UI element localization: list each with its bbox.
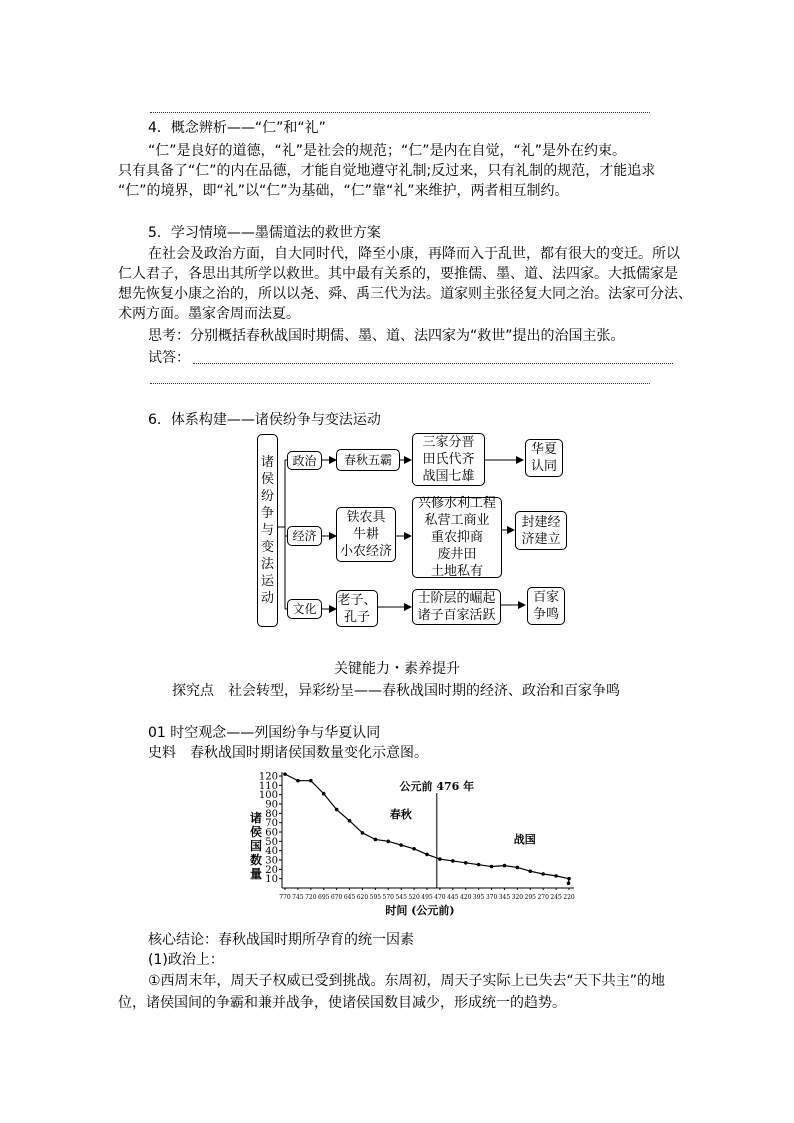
economy-box [287, 526, 322, 546]
x-tick-label: 695 [318, 894, 330, 901]
x-tick-label: 620 [356, 894, 369, 901]
culture-result: 争鸣 [532, 607, 559, 622]
root-char: 纷 [260, 489, 274, 504]
data-point [567, 877, 571, 881]
culture-step1-box [336, 590, 378, 627]
y-tick-label: 60 [265, 827, 278, 839]
conclusion-line1: ①西周末年，周天子权威已受到挑战。东周初，周天子实际上已失去“天下共主”的地 [148, 973, 666, 989]
data-point [438, 857, 442, 861]
diagram-root-box [257, 434, 278, 627]
y-tick-label: 90 [265, 799, 278, 811]
culture-step2-box [412, 589, 501, 625]
economy-step1-item: 小农经济 [339, 544, 392, 559]
x-tick-label: 320 [511, 894, 524, 901]
section4-heading: 4．概念辨析——“仁”和“礼” [148, 120, 326, 136]
y-tick-label: 110 [258, 780, 278, 792]
x-tick-label: 770 [279, 894, 291, 901]
economy-step1-item: 牛耕 [352, 527, 379, 542]
politics-step2-item: 三家分晋 [422, 435, 475, 450]
y-axis-label-char: 侯 [249, 825, 263, 839]
x-tick-label: 420 [460, 894, 472, 901]
data-point [322, 792, 326, 796]
politics-result: 华夏 [530, 442, 557, 457]
data-point [503, 864, 507, 868]
data-point [335, 808, 339, 812]
culture-step1-item: 老子、 [337, 592, 377, 608]
section4-line1: “仁”是良好的道德，“礼”是社会的规范；“仁”是内在自觉，“礼”是外在约束。 [148, 143, 627, 159]
conclusion-line2: 位，诸侯国间的争霸和兼并战争，使诸侯国数目减少，形成统一的趋势。 [118, 995, 566, 1011]
state-count-chart [240, 768, 580, 928]
data-point [477, 863, 481, 867]
section5-line4: 术两方面。墨家舍周而法夏。 [118, 306, 300, 322]
culture-label: 文化 [292, 602, 317, 616]
data-point [348, 819, 352, 823]
root-char: 变 [260, 540, 274, 555]
culture-step1-item: 孔子 [343, 609, 370, 625]
data-point [516, 866, 520, 870]
culture-step2-item: 士阶层的崛起 [417, 591, 496, 606]
data-point [399, 843, 403, 847]
economy-step2-box [412, 497, 502, 578]
section5-line2: 仁人君子，各思出其所学以救世。其中最有关系的，要推儒、墨、道、法四家。大抵儒家是 [118, 266, 678, 282]
data-point [296, 779, 300, 783]
culture-box [287, 599, 322, 619]
y-tick-label: 10 [265, 874, 278, 886]
economy-result: 封建经 [521, 514, 561, 530]
root-char: 争 [260, 506, 274, 521]
conclusion-sub: (1)政治上： [148, 952, 224, 968]
root-char: 法 [260, 557, 274, 572]
culture-result: 百家 [532, 590, 559, 605]
x-tick-label: 745 [292, 894, 304, 901]
x-tick-label: 720 [305, 894, 317, 901]
politics-label: 政治 [292, 453, 317, 468]
economy-step2-item: 兴修水利工程 [417, 496, 496, 511]
economy-step2-item: 重农抑商 [430, 530, 483, 545]
economy-step2-item: 私营工商业 [424, 513, 490, 528]
section5-answer-label: 试答： [148, 350, 190, 366]
politics-step2-box [412, 433, 485, 486]
y-tick-label: 30 [265, 855, 278, 867]
economy-result-box [515, 511, 567, 550]
section01-source: 史料 春秋战国时期诸侯国数量变化示意图。 [148, 745, 428, 761]
data-point [283, 772, 287, 776]
y-tick-label: 70 [265, 818, 278, 830]
politics-step1-box [336, 449, 400, 471]
region-label-right: 战国 [513, 833, 536, 846]
root-char: 侯 [260, 472, 274, 487]
y-axis-label-char: 诸 [249, 811, 263, 825]
data-point [567, 882, 571, 886]
x-tick-label: 395 [472, 894, 485, 901]
economy-label: 经济 [292, 529, 317, 543]
x-tick-label: 370 [485, 894, 498, 901]
x-tick-label: 495 [421, 894, 433, 901]
data-point [386, 840, 390, 844]
y-tick-label: 20 [265, 864, 278, 876]
data-point [541, 872, 545, 876]
section5-line3: 想先恢复小康之治的，所以以尧、舜、禹三代为法。道家则主张径复大同之治。法家可分法、 [118, 286, 692, 302]
key-ability-title: 关键能力・素养提升 [334, 661, 460, 677]
y-axis-label-char: 量 [249, 867, 263, 881]
root-char: 动 [260, 591, 274, 606]
x-axis-label: 时间 (公元前) [385, 904, 455, 917]
x-tick-label: 245 [550, 894, 562, 901]
economy-step2-item: 废井田 [437, 547, 477, 562]
x-tick-label: 595 [369, 894, 382, 901]
data-point [361, 831, 365, 835]
politics-result-box [525, 439, 563, 477]
conclusion-heading: 核心结论：春秋战国时期所孕育的统一因素 [148, 932, 414, 948]
section6-heading: 6．体系构建——诸侯纷争与变法运动 [148, 412, 381, 428]
politics-step2-item: 战国七雄 [422, 469, 475, 484]
data-point [451, 859, 455, 863]
x-tick-label: 445 [447, 894, 459, 901]
section5-line1: 在社会及政治方面，自大同时代，降至小康，再降而入于乱世，都有很大的变迁。所以 [148, 246, 680, 262]
data-point [490, 865, 494, 869]
section5-heading: 5．学习情境——墨儒道法的救世方案 [148, 225, 381, 241]
economy-result: 济建立 [521, 531, 561, 547]
economy-step1-item: 铁农具 [346, 510, 386, 525]
y-axis-label-char: 数 [249, 853, 263, 867]
data-point [464, 861, 468, 865]
data-point [528, 869, 532, 873]
root-char: 运 [260, 574, 274, 589]
economy-step1-box [336, 507, 396, 562]
economy-step2-item: 土地私有 [430, 564, 483, 579]
politics-result: 认同 [530, 459, 557, 474]
x-tick-label: 520 [408, 894, 420, 901]
politics-box [287, 451, 322, 470]
root-char: 诸 [260, 455, 274, 470]
y-tick-label: 120 [258, 771, 278, 783]
y-tick-label: 40 [265, 846, 278, 858]
y-axis-label-char: 国 [249, 839, 263, 853]
region-label-left: 春秋 [389, 808, 412, 821]
data-point [309, 779, 313, 783]
section01-heading: 01 时空观念——列国纷争与华夏认同 [148, 725, 381, 741]
section5-question: 思考：分别概括春秋战国时期儒、墨、道、法四家为“救世”提出的治国主张。 [148, 328, 625, 344]
section4-line2: 只有具备了“仁”的内在品德，才能自觉地遵守礼制;反过来，只有礼制的规范，才能追求 [118, 163, 656, 179]
data-point [425, 853, 429, 857]
data-point [554, 874, 558, 878]
x-tick-label: 570 [382, 894, 394, 901]
data-point [412, 847, 416, 851]
x-tick-label: 645 [343, 894, 356, 901]
culture-step2-item: 诸子百家活跃 [417, 608, 496, 623]
explore-point: 探究点 社会转型，异彩纷呈——春秋战国时期的经济、政治和百家争鸣 [172, 683, 620, 699]
x-tick-label: 270 [537, 894, 549, 901]
x-tick-label: 220 [563, 894, 575, 901]
root-char: 与 [260, 523, 274, 538]
marker-label: 公元前 476 年 [399, 780, 475, 793]
politics-step1: 春秋五霸 [343, 453, 392, 467]
culture-result-box [527, 587, 565, 625]
x-tick-label: 345 [498, 894, 511, 901]
x-tick-label: 670 [330, 894, 343, 901]
x-tick-label: 295 [524, 894, 536, 901]
y-tick-label: 50 [265, 836, 278, 848]
politics-step2-item: 田氏代齐 [422, 452, 475, 467]
x-tick-label: 470 [434, 894, 446, 901]
section4-line3: “仁”的境界，即“礼”以“仁”为基础，“仁”靠“礼”来维护，两者相互制约。 [118, 183, 569, 199]
x-tick-label: 545 [395, 894, 407, 901]
data-point [374, 838, 378, 842]
y-tick-label: 80 [265, 808, 278, 820]
y-tick-label: 100 [258, 790, 278, 802]
